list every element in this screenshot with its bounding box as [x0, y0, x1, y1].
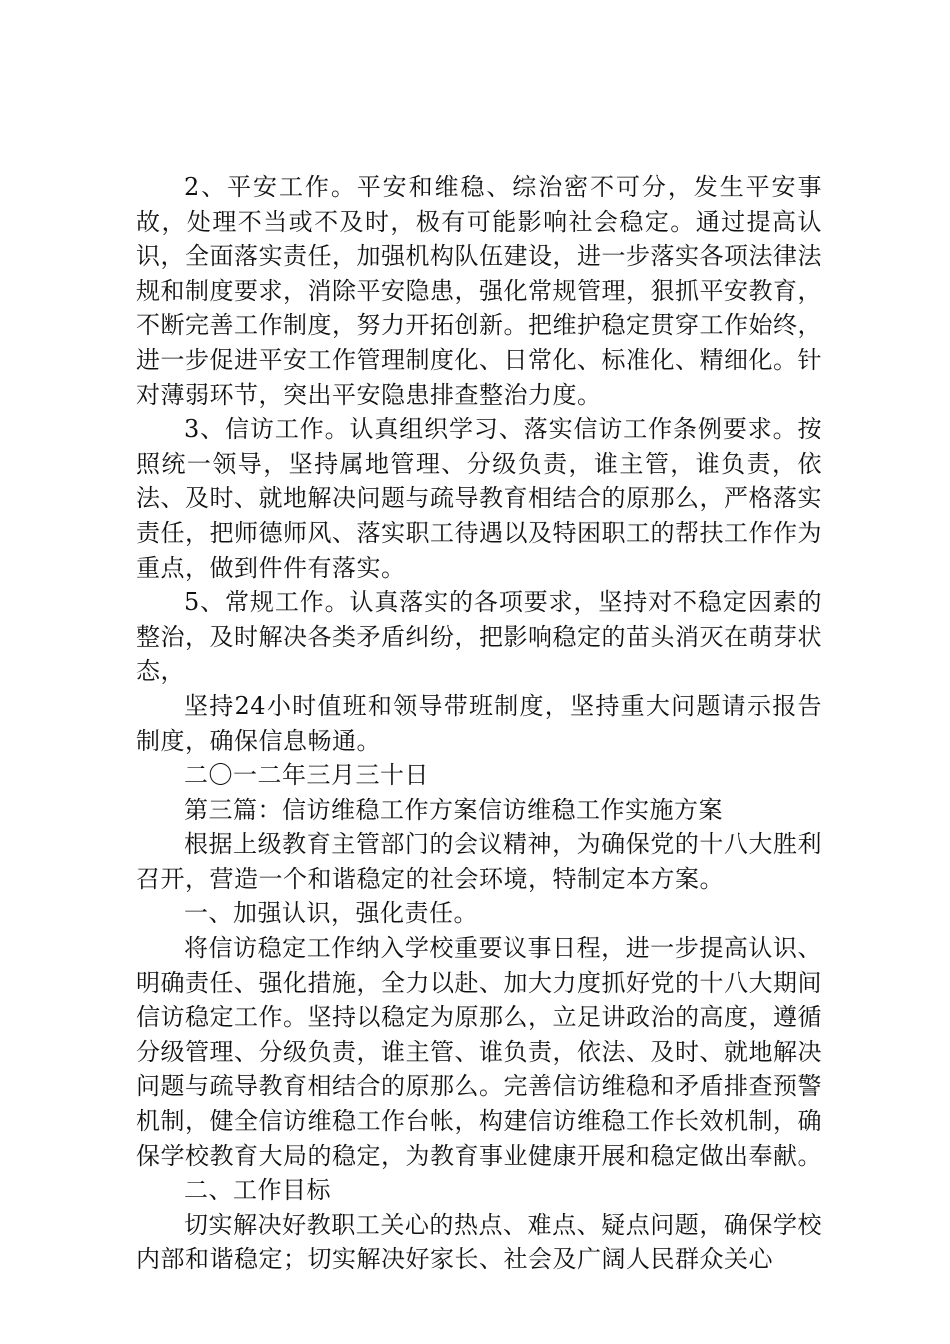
section-title: 第三篇：信访维稳工作方案信访维稳工作实施方案 [184, 795, 723, 824]
paragraph-intro: 根据上级教育主管部门的会议精神，为确保党的十八大胜利召开，营造一个和谐稳定的社会环境，特制定本方案。 [136, 830, 822, 893]
paragraph-routine-work: 5、常规工作。认真落实的各项要求，坚持对不稳定因素的整治，及时解决各类矛盾纠纷，把影响稳定的苗头消灭在萌芽状态， [136, 588, 822, 686]
document-body [136, 170, 822, 1277]
paragraph-safety-work: 2、平安工作。平安和维稳、综治密不可分，发生平安事故，处理不当或不及时，极有可能影响社会稳定。通过提高认识，全面落实责任，加强机构队伍建设，进一步落实各项法律法规和制度要求，消除平安隐患，强化常规管理，狠抓平安教育，不断完善工作制度，努力开拓创新。把维护稳定贯穿工作始终，进一步促进平安工作管理制度化、日常化、标准化、精细化。针对薄弱环节，突出平安隐患排查整治力度。 [136, 173, 822, 409]
paragraph-goals: 切实解决好教职工关心的热点、难点、疑点问题，确保学校内部和谐稳定；切实解决好家长、社会及广阔人民群众关心 [136, 1210, 822, 1274]
paragraph-date: 二〇一二年三月三十日 [184, 761, 429, 790]
paragraph-duty-system: 坚持24小时值班和领导带班制度，坚持重大问题请示报告制度，确保信息畅通。 [136, 691, 822, 755]
heading-work-goals: 二、工作目标 [184, 1176, 331, 1205]
heading-strengthen-awareness: 一、加强认识，强化责任。 [184, 899, 478, 928]
paragraph-petition-work: 3、信访工作。认真组织学习、落实信访工作条例要求。按照统一领导，坚持属地管理、分级负责，谁主管，谁负责，依法、及时、就地解决问题与疏导教育相结合的原那么，严格落实责任，把师德师风、落实职工待遇以及特困职工的帮扶工作作为重点，做到件件有落实。 [136, 415, 822, 582]
paragraph-stability-work: 将信访稳定工作纳入学校重要议事日程，进一步提高认识、明确责任、强化措施，全力以赴、加大力度抓好党的十八大期间信访稳定工作。坚持以稳定为原那么，立足讲政治的高度，遵循分级管理、分级负责，谁主管、谁负责，依法、及时、就地解决问题与疏导教育相结合的原那么。完善信访维稳和矛盾排查预警机制，健全信访维稳工作台帐，构建信访维稳工作长效机制，确保学校教育大局的稳定，为教育事业健康开展和稳定做出奉献。 [136, 934, 822, 1170]
